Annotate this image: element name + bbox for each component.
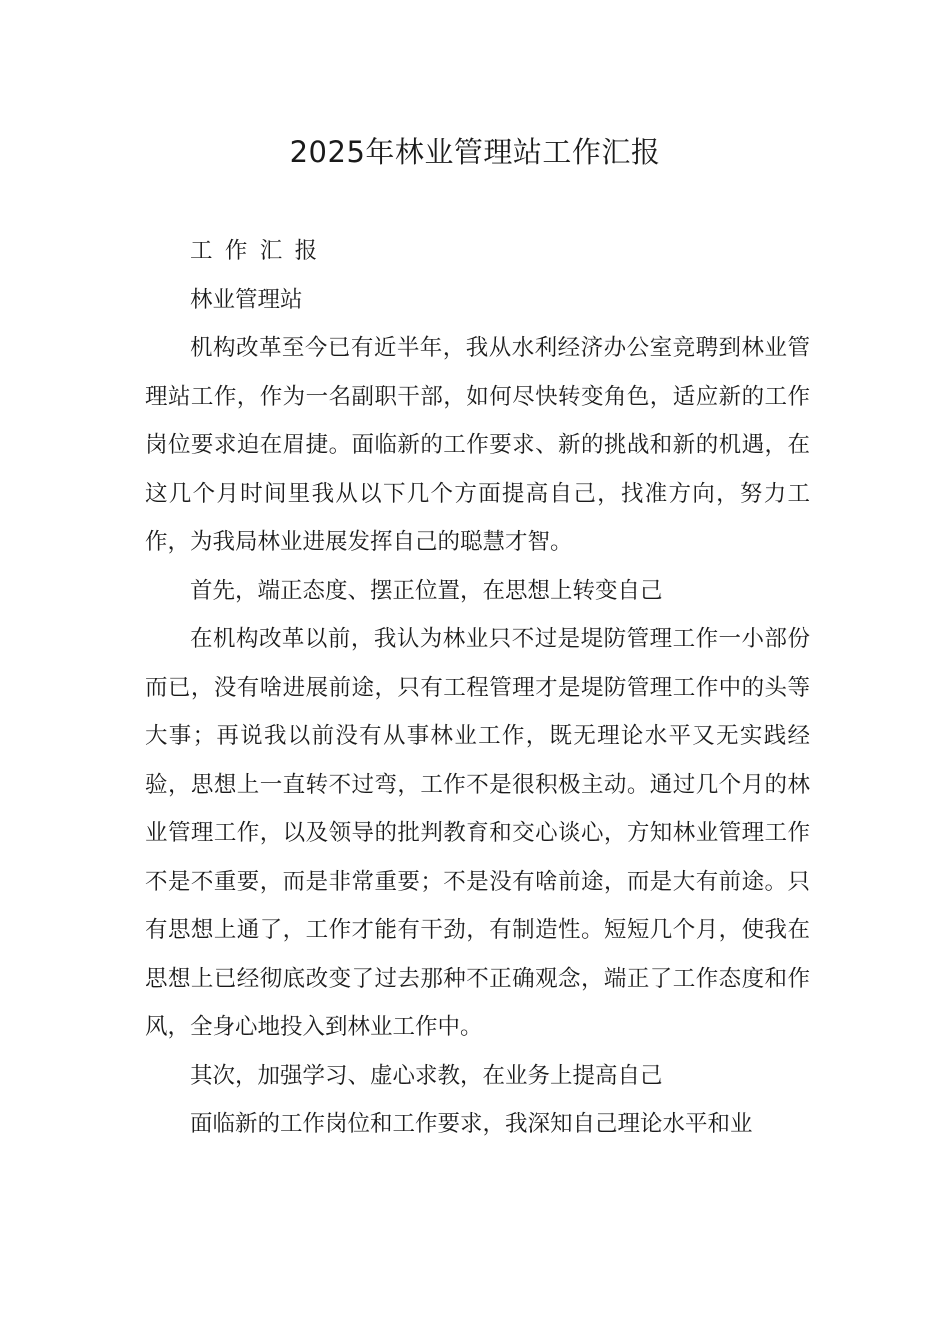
paragraph: 面临新的工作岗位和工作要求，我深知自己理论水平和业: [190, 1111, 753, 1137]
paragraph: 在机构改革以前，我认为林业只不过是堤防管理工作一小部份而已，没有啥进展前途，只有工程管理才是堤防管理工作中的头等大事；再说我以前没有从事林业工作，既无理论水平又无实践经验，思想上一直转不过弯，工作不是很积极主动。通过几个月的林业管理工作，以及领导的批判教育和交心谈心，方知林业管理工作不是不重要，而是非常重要；不是没有啥前途，而是大有前途。只有思想上通了，工作才能有干劲，有制造性。短短几个月，使我在思想上已经彻底改变了过去那种不正确观念，端正了工作态度和作风，全身心地投入到林业工作中。: [145, 626, 810, 1040]
report-heading: 工作汇报: [190, 238, 330, 264]
document-body: [145, 227, 810, 1149]
report-unit: 林业管理站: [190, 286, 303, 313]
document-title: 2025年林业管理站工作汇报: [289, 135, 661, 169]
paragraph: 机构改革至今已有近半年，我从水利经济办公室竞聘到林业管理站工作，作为一名副职干部，如何尽快转变角色，适应新的工作岗位要求迫在眉捷。面临新的工作要求、新的挑战和新的机遇，在这几个月时间里我从以下几个方面提高自己，找准方向，努力工作，为我局林业进展发挥自己的聪慧才智。: [145, 335, 810, 555]
section-heading: 其次，加强学习、虚心求教，在业务上提高自己: [190, 1062, 663, 1089]
section-heading: 首先，端正态度、摆正位置，在思想上转变自己: [190, 577, 663, 604]
